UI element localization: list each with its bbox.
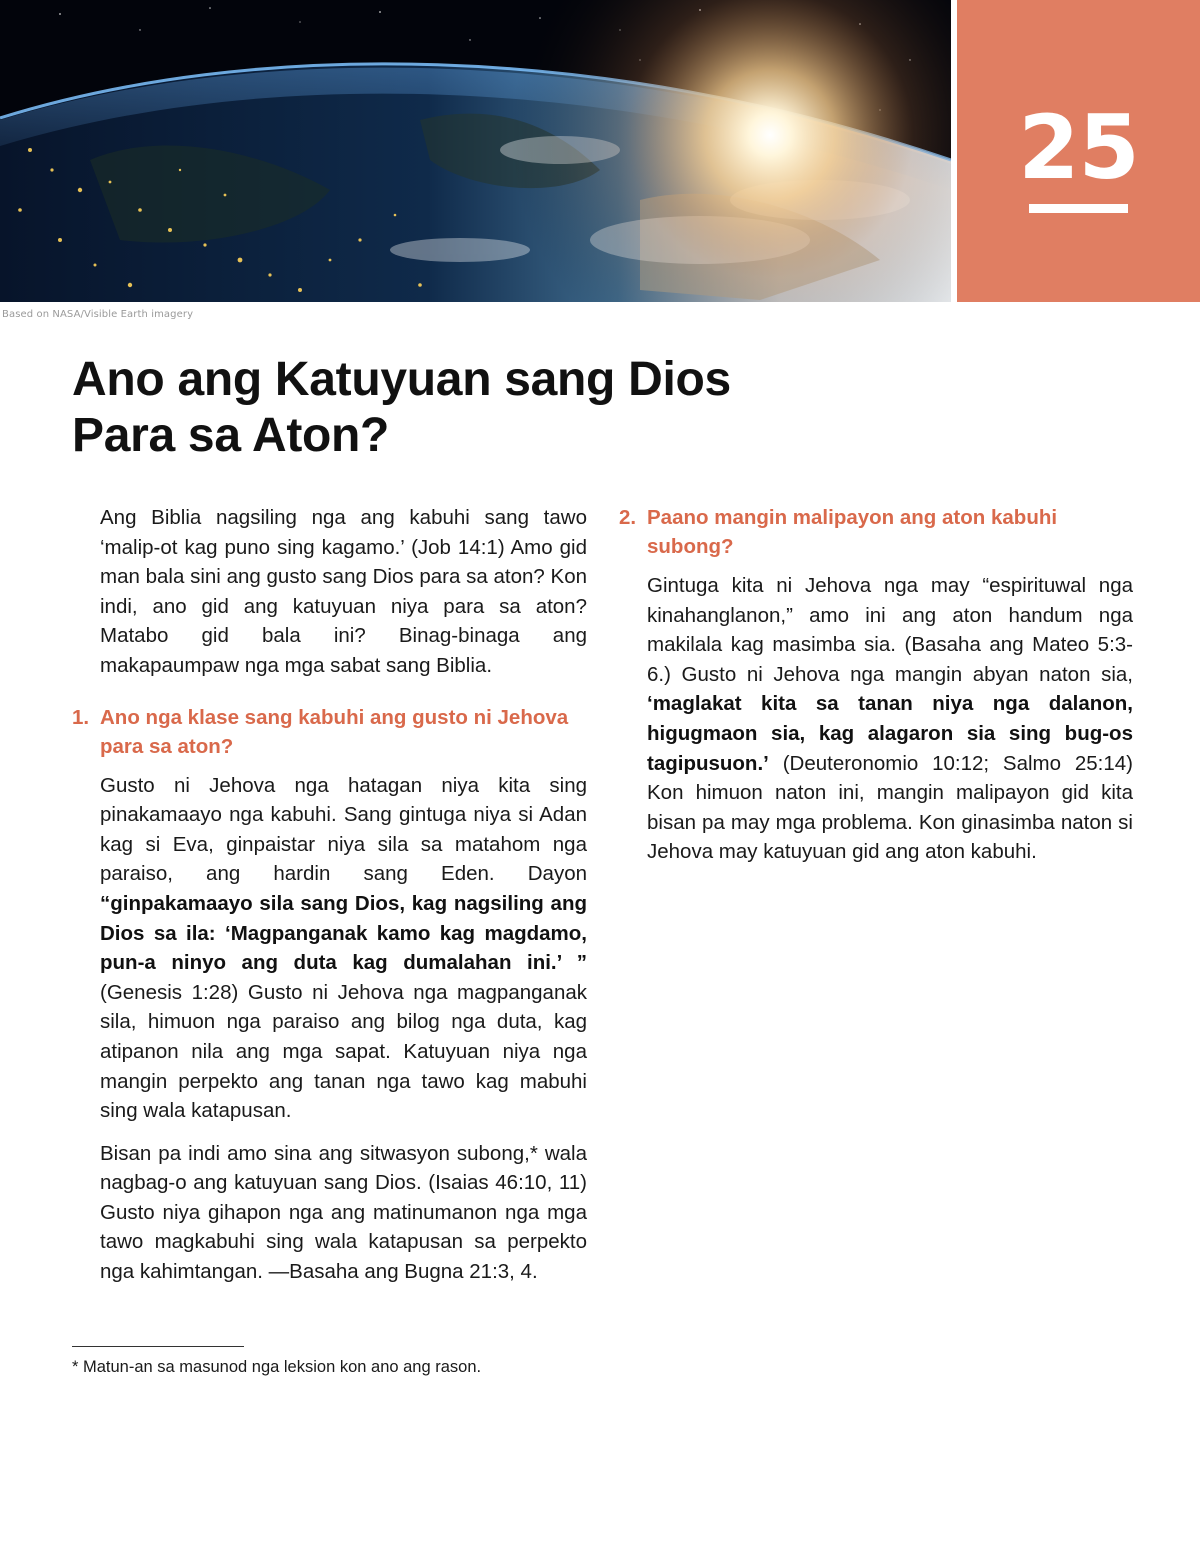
page-title: [72, 352, 832, 464]
section-2-bold-quote: ‘maglakat kita sa tanan niya nga dalanon, higugmaon sia, kag alagaron sia sing bug-os tagipusuon.’: [647, 692, 1133, 775]
earth-sunrise-illustration: [0, 0, 951, 302]
lesson-number-badge: [957, 0, 1200, 302]
section-2-paragraph: [619, 571, 1133, 867]
section-1-bold-quote: “ginpakamaayo sila sang Dios, kag nagsiling ang Dios sa ila: ‘Magpanganak kamo kag magdamo, pun-a ninyo ang duta kag dumalahan ini.’ ”: [100, 891, 587, 975]
badge-underline: [1029, 204, 1128, 213]
section-2-text-a: Gintuga kita ni Jehova nga may “espirituwal nga kinahanglanon,” amo ini ang aton handum nga makilala kag masimba sia. (Basaha ang Mateo 5:3-6.) Gusto ni Jehova nga mangin abyan naton sia,: [647, 574, 1133, 686]
section-1-heading: [72, 703, 587, 761]
title-line-1: Ano ang Katuyuan sang Dios: [72, 353, 731, 406]
section-1-paragraph-2: Bisan pa indi amo sina ang sitwasyon subong,* wala nagbag-o ang katuyuan sang Dios. (Isaias 46:10, 11) Gusto niya gihapon nga ang matinumanon nga mga tawo magkabuhi sing wala katapusan sa perpekto nga kahimtangan. —Basaha ang Bugna 21:3, 4.: [100, 1141, 587, 1284]
title-line-2: Para sa Aton?: [72, 409, 390, 462]
section-1-number: 1.: [72, 705, 90, 729]
footnote-divider: [72, 1346, 244, 1347]
lesson-number: 25: [1018, 96, 1139, 199]
hero-image: [0, 0, 951, 302]
footnote: * Matun-an sa masunod nga leksion kon ano ang rason.: [72, 1358, 482, 1376]
intro-paragraph: Ang Biblia nagsiling nga ang kabuhi sang tawo ‘malip-ot kag puno sing kagamo.’ (Job 14:1) Amo gid man bala sini ang gusto sang Dios para sa aton? Kon indi, ano gid ang katuyuan niya para sa aton? Matabo gid bala ini? Binag-binaga ang makapaumpaw nga mga sabat sang Biblia.: [100, 506, 587, 677]
section-2-heading: [619, 503, 1133, 561]
section-1-text-b: (Genesis 1:28) Gusto ni Jehova nga magpanganak sila, himuon nga paraiso ang bilog nga duta, kag atipanon nila ang mga sapat. Katuyuan niya nga mangin perpekto ang tanan nga tawo kag mabuhi sing wala katapusan.: [100, 980, 587, 1123]
section-1-paragraph-1: [72, 771, 587, 1126]
section-2-number: 2.: [619, 506, 637, 529]
section-2-question: Paano mangin malipayon ang aton kabuhi subong?: [647, 506, 1058, 558]
right-column: [619, 503, 1133, 880]
section-1-text-a: Gusto ni Jehova nga hatagan niya kita sing pinakamaayo nga kabuhi. Sang gintuga niya si Adan kag si Eva, ginpaistar niya sila sa matahom nga paraiso, ang hardin sang Eden. Dayon: [100, 773, 587, 886]
section-2-text-b: (Deuteronomio 10:12; Salmo 25:14) Kon himuon naton ini, mangin malipayon gid kita bisan pa may mga problema. Kon ginasimba naton si Jehova may katuyuan gid ang aton kabuhi.: [647, 751, 1133, 864]
section-1-question: Ano nga klase sang kabuhi ang gusto ni Jehova para sa aton?: [100, 705, 569, 758]
image-credit: Based on NASA/Visible Earth imagery: [2, 309, 194, 320]
left-column: [72, 503, 587, 1300]
